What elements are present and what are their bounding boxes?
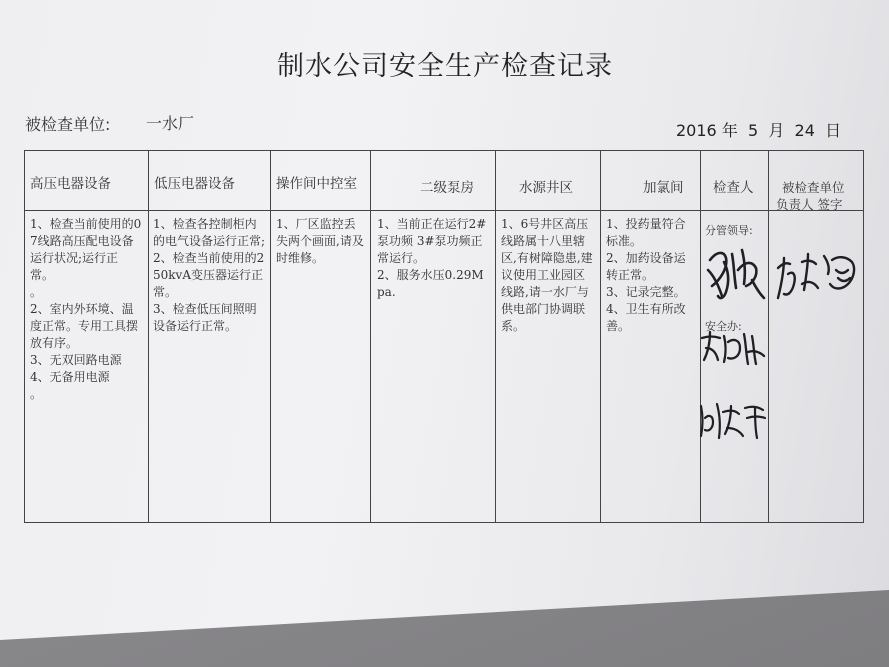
header-chlorine-room: 加氯间 bbox=[643, 180, 684, 196]
cell-low-voltage bbox=[153, 216, 266, 335]
column-divider bbox=[370, 150, 371, 523]
leader-signature bbox=[702, 240, 768, 310]
safety-signature-2 bbox=[695, 398, 767, 442]
column-divider bbox=[495, 150, 496, 523]
column-divider bbox=[600, 150, 601, 523]
header-high-voltage: 高压电器设备 bbox=[30, 176, 111, 192]
cell-control-room bbox=[276, 216, 366, 267]
date-month-unit: 月 bbox=[768, 121, 785, 140]
header-inspector: 检查人 bbox=[713, 180, 754, 196]
header-responsible-sign: 负责人 签字 bbox=[776, 197, 843, 212]
cell-text: 1、当前正在运行2#泵功频 3#泵功频正常运行。 2、服务水压0.29Mpa. bbox=[377, 217, 487, 299]
column-divider bbox=[270, 150, 271, 523]
inspected-unit-label: 被检查单位: bbox=[25, 115, 111, 134]
date-month: 5 bbox=[748, 121, 759, 140]
cell-text: 1、投药量符合标准。 2、加药设备运转正常。 3、记录完整。 4、卫生有所改善。 bbox=[606, 217, 686, 333]
cell-high-voltage bbox=[30, 216, 142, 403]
cell-chlorine-room bbox=[606, 216, 696, 335]
header-low-voltage: 低压电器设备 bbox=[154, 176, 235, 192]
responsible-signature bbox=[772, 240, 862, 310]
cell-text: 1、厂区监控丢失两个画面,请及时维修。 bbox=[276, 217, 364, 265]
inspection-date bbox=[676, 118, 841, 141]
header-inspected-unit: 被检查单位 bbox=[782, 180, 845, 195]
cell-pump-room bbox=[377, 216, 489, 301]
date-day-unit: 日 bbox=[825, 121, 842, 140]
safety-office-label: 安全办: bbox=[705, 320, 742, 333]
inspected-unit-value: 一水厂 bbox=[146, 114, 195, 133]
date-year-unit: 年 bbox=[721, 121, 738, 140]
column-divider bbox=[148, 150, 149, 523]
header-well-area: 水源井区 bbox=[519, 180, 573, 196]
cell-text: 1、检查当前使用的07线路高压配电设备运行状况;运行正常。 。 2、室内外环境、温度正常。专用工具摆放有序。 3、无双回路电源 4、无备用电源 。 bbox=[30, 217, 142, 401]
date-year: 2016 bbox=[676, 121, 717, 140]
page-title: 制水公司安全生产检查记录 bbox=[277, 51, 613, 82]
cell-text: 1、检查各控制柜内的电气设备运行正常; 2、检查当前使用的250kvA变压器运行正常。 3、检查低压间照明设备运行正常。 bbox=[153, 217, 266, 333]
header-pump-room: 二级泵房 bbox=[420, 180, 474, 196]
column-divider bbox=[768, 150, 769, 523]
leader-label: 分管领导: bbox=[705, 224, 753, 237]
cell-well-area bbox=[501, 216, 596, 335]
header-divider bbox=[24, 210, 864, 211]
safety-signature-1 bbox=[698, 328, 766, 368]
cell-text: 1、6号井区高压线路属十八里辖区,有树障隐患,建议使用工业园区线路,请一水厂与供电部门协调联系。 bbox=[501, 217, 593, 333]
date-day: 24 bbox=[794, 121, 815, 140]
header-control-room: 操作间中控室 bbox=[276, 176, 357, 192]
